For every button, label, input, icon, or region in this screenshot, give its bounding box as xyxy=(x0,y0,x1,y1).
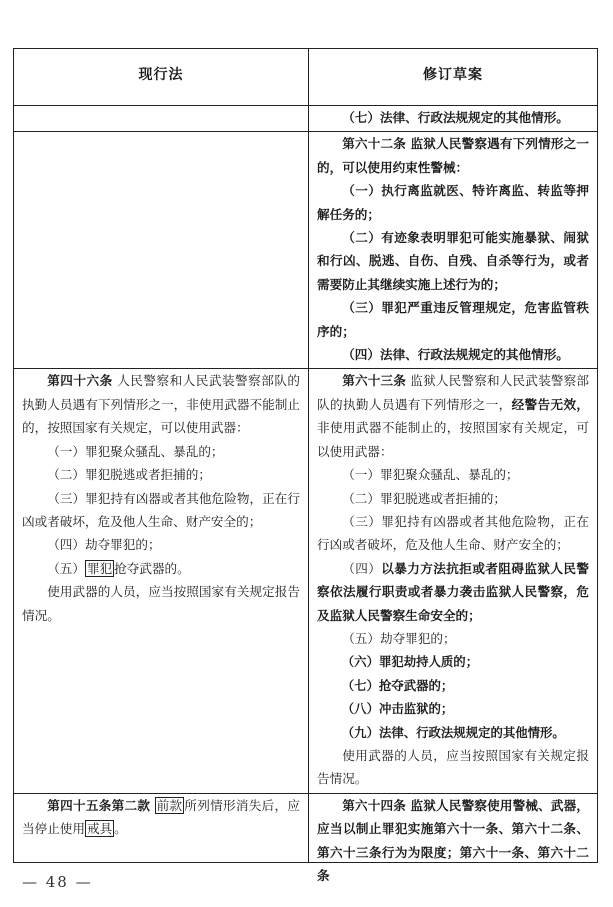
row1-right-cell xyxy=(309,106,598,132)
row2-right-para: （一）执行离监就医、特许离监、转监等押解任务的； xyxy=(317,183,589,222)
row4-right-clip xyxy=(317,794,589,883)
row2-right-para: （二）有迹象表明罪犯可能实施暴狱、闹狱和行凶、脱逃、自伤、自残、自杀等行为，或者需要防止其继续实施上述行为的； xyxy=(317,230,589,292)
row2-right-para: （四）法律、行政法规规定的其他情形。 xyxy=(342,347,569,363)
row3-left-item: （五） 罪犯 抢夺武器的。 xyxy=(47,560,190,576)
row4-right-para: 第六十四条 监狱人民警察使用警械、武器，应当以制止罪犯实施第六十一条、第六十二条、第六十三条行为为限度；第六十一条、第六十二条 xyxy=(317,797,589,883)
row3-right-cell xyxy=(309,369,598,793)
row3-right-item: （一）罪犯聚众骚乱、暴乱的； xyxy=(342,467,519,483)
row4-right-cell xyxy=(309,793,598,883)
table-row xyxy=(14,369,598,793)
row3-left-cell xyxy=(14,369,309,793)
row3-left-item: （一）罪犯聚众骚乱、暴乱的； xyxy=(47,443,224,459)
row3-right-item: （二）罪犯脱逃或者拒捕的； xyxy=(342,490,506,506)
row4-left-para: 第四十五条第二款 前款 所列情形消失后，应当停止使用 戒具 。 xyxy=(22,797,301,837)
row2-right-para: 第六十二条 监狱人民警察遇有下列情形之一的，可以使用约束性警械： xyxy=(317,136,589,175)
row4-left-clip xyxy=(22,794,300,860)
boxed-deleted-text: 戒具 xyxy=(86,821,113,837)
row2-right-para: （三）罪犯严重违反管理规定，危害监管秩序的； xyxy=(317,300,589,339)
row3-left-item: （三）罪犯持有凶器或者其他危险物，正在行凶或者破坏，危及他人生命、财产安全的； xyxy=(22,490,300,529)
table-row xyxy=(14,132,598,369)
row3-left-outro: 使用武器的人员，应当按照国家有关规定报告情况。 xyxy=(22,584,300,623)
header-current-law: 现行法 xyxy=(14,49,309,106)
row2-right-cell xyxy=(309,132,598,369)
row3-right-item: （七）抢夺武器的； xyxy=(341,677,454,693)
row3-right-item: （四）以暴力方法抗拒或者阻碍监狱人民警察依法履行职责或者暴力袭击监狱人民警察，危及监狱人民警察生命安全的； xyxy=(317,560,590,623)
row3-right-item: （八）冲击监狱的； xyxy=(341,701,454,717)
row1-right-item: （七）法律、行政法规规定的其他情形。 xyxy=(342,110,569,125)
table-row xyxy=(14,793,598,862)
row3-right-outro: 使用武器的人员，应当按照国家有关规定报告情况。 xyxy=(317,747,589,787)
row3-left-item: （二）罪犯脱逃或者拒捕的； xyxy=(47,467,211,483)
row3-right-item: （六）罪犯劫持人质的； xyxy=(341,654,479,670)
boxed-deleted-text: 前款 xyxy=(156,797,183,813)
row1-left-cell xyxy=(14,106,309,132)
table-row xyxy=(14,106,598,132)
page-number: — 48 — xyxy=(22,873,93,891)
row2-left-cell xyxy=(14,132,309,369)
boxed-deleted-text: 罪犯 xyxy=(86,560,113,576)
row3-right-item: （三）罪犯持有凶器或者其他危险物，正在行凶或者破坏，危及他人生命、财产安全的； xyxy=(317,513,589,553)
row3-right-intro: 第六十三条 监狱人民警察和人民武装警察部队的执勤人员遇有下列情形之一，经警告无效，非使用武器不能制止的，按照国家有关规定，可以使用武器： xyxy=(317,373,590,459)
row3-left-item: （四）劫夺罪犯的； xyxy=(47,537,161,553)
row4-left-cell xyxy=(14,793,309,862)
table-header-row xyxy=(14,49,598,106)
row3-left-intro: 第四十六条 人民警察和人民武装警察部队的执勤人员遇有下列情形之一，非使用武器不能制止的，按照国家有关规定，可以使用武器： xyxy=(22,373,301,436)
row3-right-item: （九）法律、行政法规规定的其他情形。 xyxy=(341,724,565,740)
header-revised-draft: 修订草案 xyxy=(309,49,598,106)
row3-right-item: （五）劫夺罪犯的； xyxy=(342,630,456,646)
